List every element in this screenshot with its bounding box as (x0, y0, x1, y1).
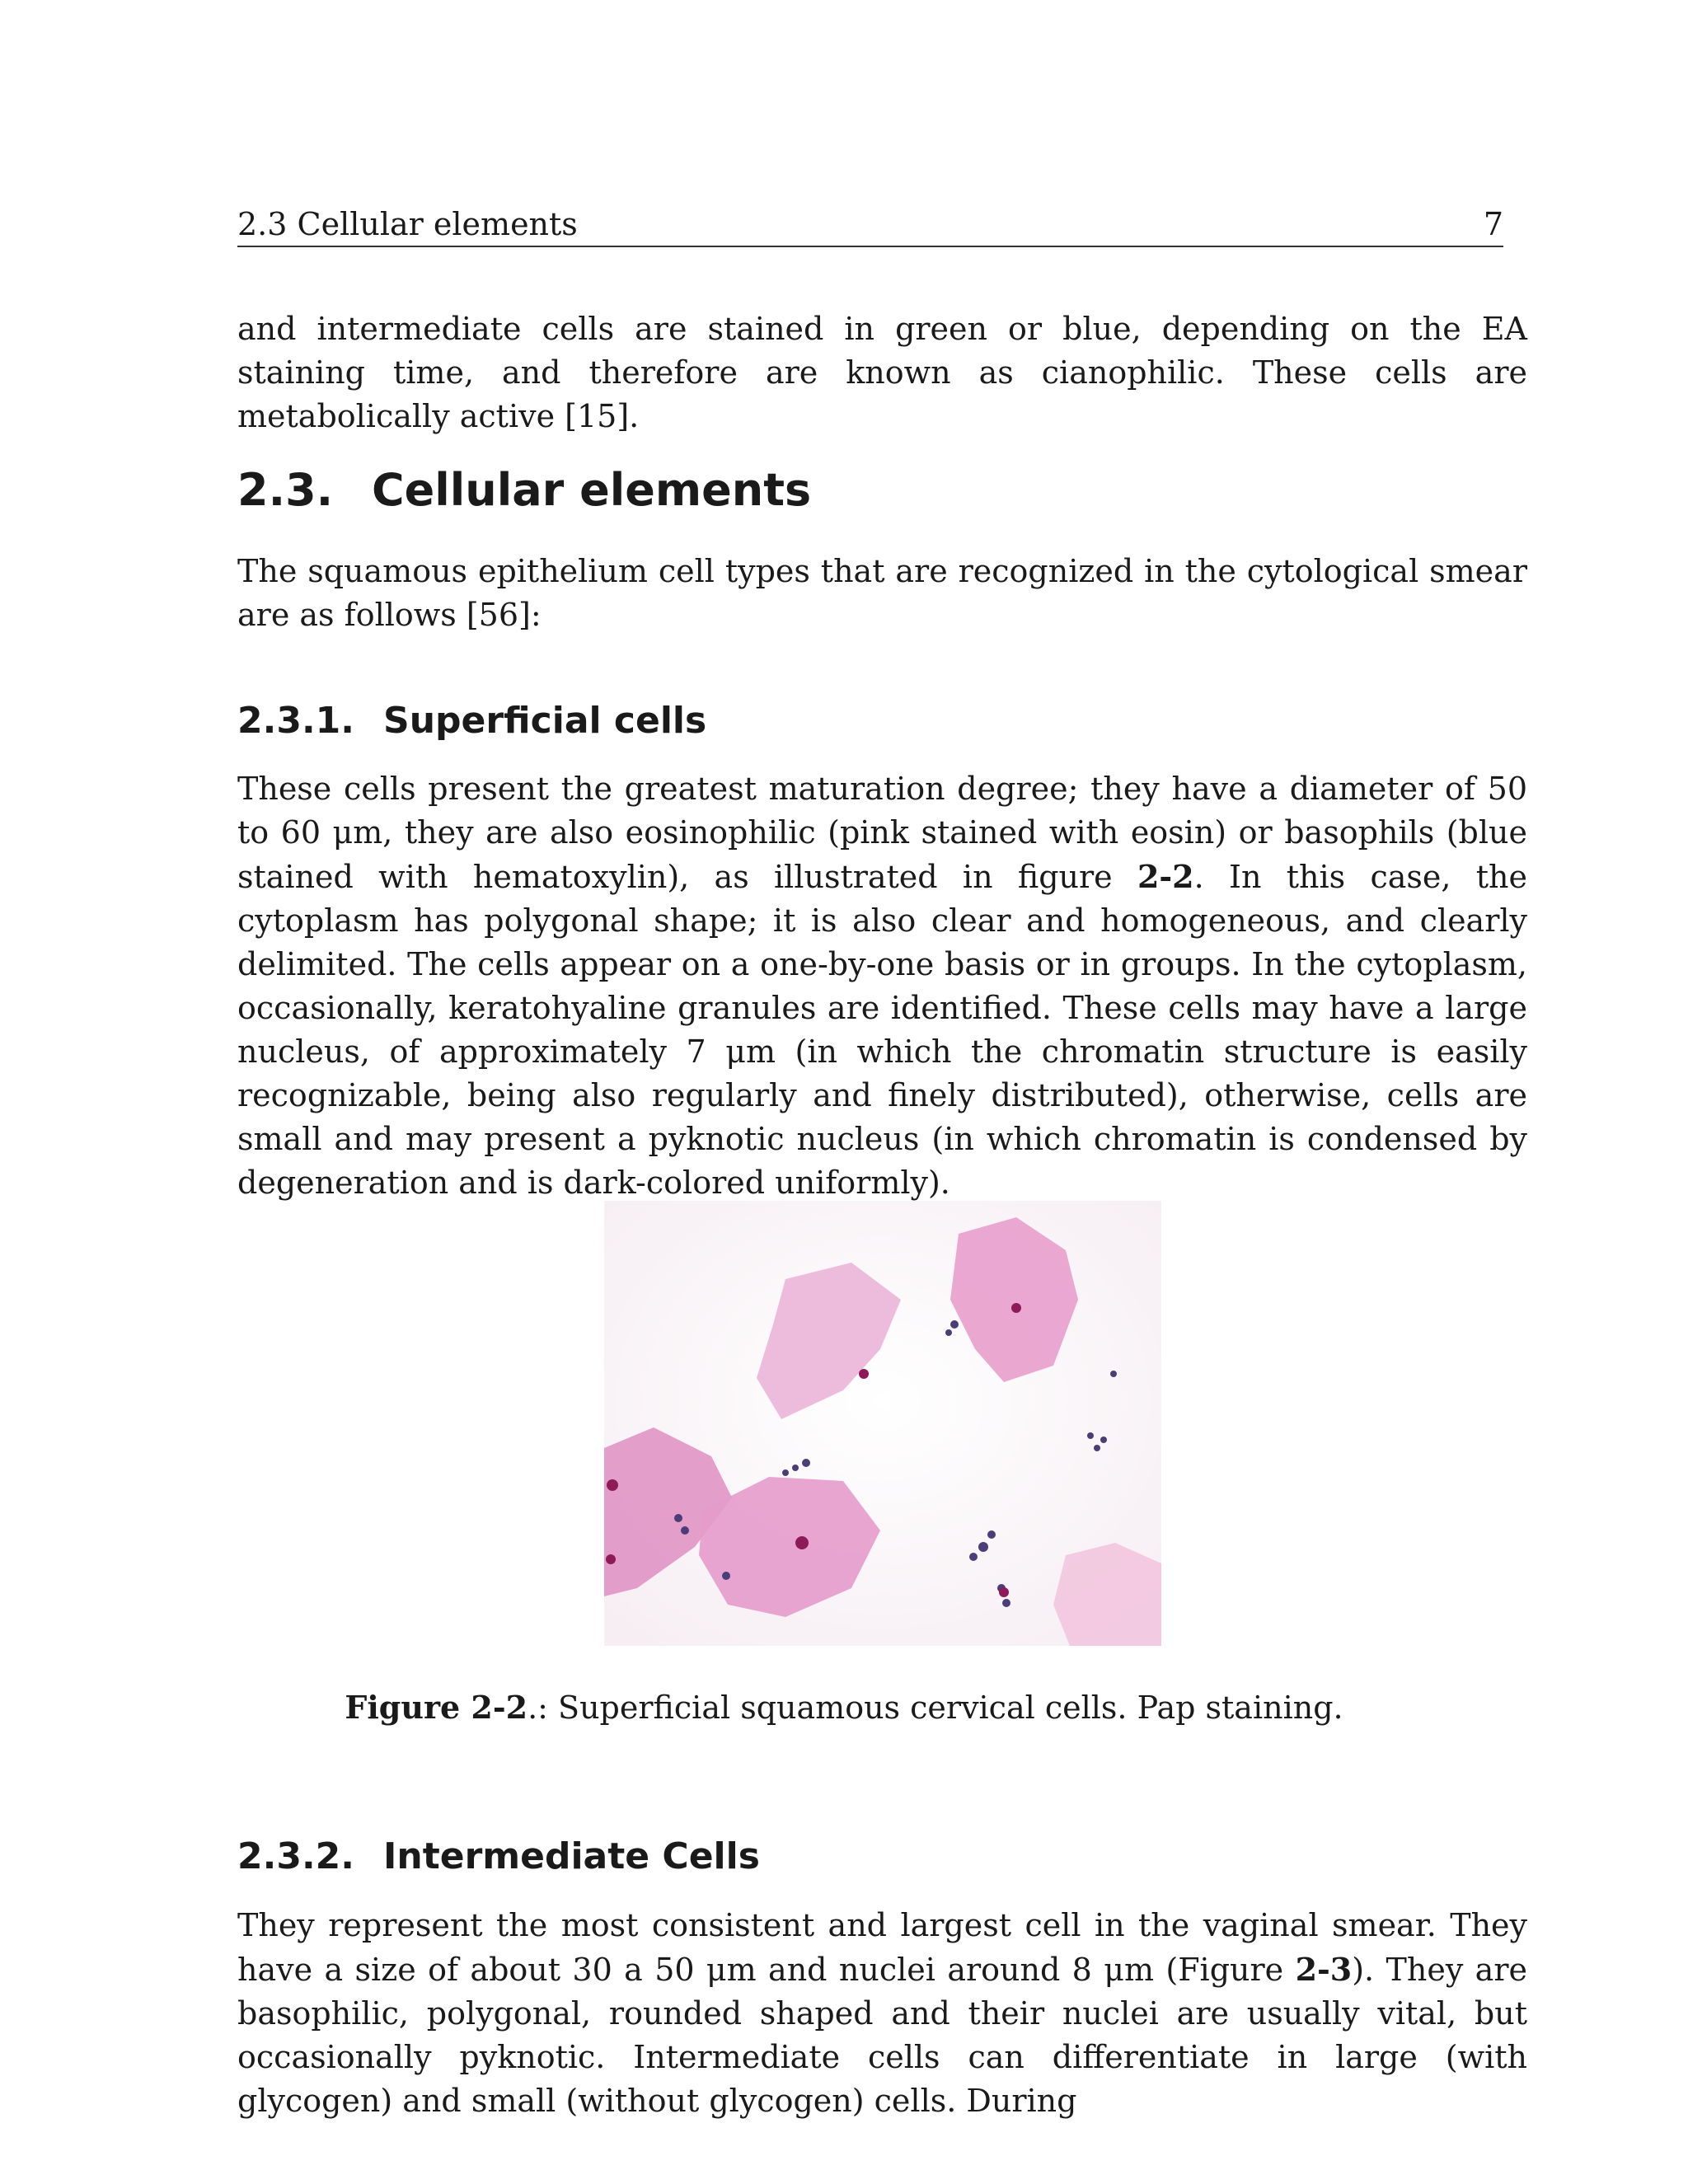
subsection-heading-intermediate (237, 1832, 760, 1882)
figure-reference[interactable]: 2-3 (1295, 1951, 1353, 1988)
figure-label: Figure 2-2 (345, 1689, 528, 1726)
subsection-title: Intermediate Cells (383, 1835, 760, 1877)
subsection-title: Superficial cells (383, 700, 707, 742)
cell-nucleus (795, 1536, 809, 1549)
superficial-cells-paragraph (237, 767, 1527, 1205)
paragraph-text: They represent the most consistent and largest cell in the vaginal smear. They have a size of about 30 a 50 μm and nuclei around 8 μm (Figure (237, 1907, 1527, 1988)
figure-caption-text: .: Superficial squamous cervical cells. Pap staining. (528, 1690, 1343, 1726)
section-title: Cellular elements (372, 464, 812, 516)
page-number: 7 (1483, 206, 1503, 242)
subsection-heading-superficial (237, 696, 706, 746)
running-header-section: 2.3 Cellular elements (237, 206, 578, 242)
figure-reference[interactable]: 2-2 (1137, 858, 1194, 895)
cell-nucleus (607, 1479, 618, 1491)
micrograph-image (604, 1201, 1161, 1646)
intermediate-cells-paragraph (237, 1904, 1527, 2123)
micrograph-figure (604, 1201, 1161, 1646)
paragraph-text: These cells present the greatest maturation degree; they have a diameter of 50 to 60 μm, they are also eosinophilic (pink stained with eosin) or basophils (blue stained with hematoxylin), as illustrated in figure (237, 771, 1527, 895)
paragraph-text: ). They are basophilic, polygonal, rounded shaped and their nuclei are usually vital, but occasionally pyknotic. Intermediate cells can differentiate in large (with glycogen) and small (without glycogen) cells. During (237, 1952, 1527, 2119)
subsection-number: 2.3.2. (237, 1835, 354, 1877)
cell-nucleus (606, 1554, 616, 1564)
intro-paragraph: and intermediate cells are stained in green or blue, depending on the EA staining time, and therefore are known as cianophilic. These cells are metabolically active [15]. (237, 311, 1527, 434)
squamous-cell (1053, 1543, 1161, 1646)
paragraph-text: . In this case, the cytoplasm has polygonal shape; it is also clear and homogeneous, and clearly delimited. The cells appear on a one-by-one basis or in groups. In the cytoplasm, occasionally, keratohyaline granules are identified. These cells may have a large nucleus, of approximately 7 μm (in which the chromatin structure is easily recognizable, being also regularly and finely distributed), otherwise, cells are small and may present a pyknotic nucleus (in which chromatin is condensed by degeneration and is dark-colored uniformly). (237, 859, 1527, 1201)
section-heading (237, 462, 811, 519)
cell-nucleus (999, 1587, 1009, 1597)
cell-nucleus (1011, 1303, 1021, 1313)
cell-nucleus (859, 1369, 869, 1379)
figure-caption (0, 1686, 1688, 1729)
section-number: 2.3. (237, 464, 334, 516)
section-intro-paragraph: The squamous epithelium cell types that are recognized in the cytological smear are as follows [56]: (237, 553, 1527, 633)
subsection-number: 2.3.1. (237, 700, 354, 742)
running-header (237, 203, 1503, 247)
